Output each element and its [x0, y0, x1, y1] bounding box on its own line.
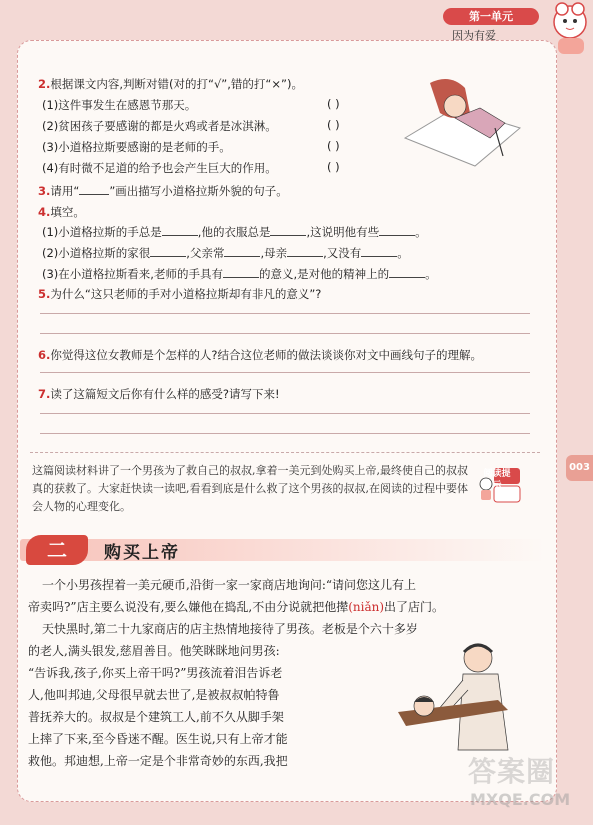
- question-2: 2.根据课文内容,判断对错(对的打“√”,错的打“×”)。: [38, 77, 303, 91]
- pinyin-annotation: (niǎn): [348, 600, 385, 614]
- child-drawing-illustration: [395, 68, 533, 168]
- story-line-2: 帝卖吗?”店主要么说没有,要么嫌他在捣乱,不由分说就把他撵(niǎn)出了店门。: [28, 600, 445, 614]
- watermark-url: MXQE.COM: [470, 790, 571, 809]
- reading-tip: 这篇阅读材料讲了一个男孩为了救自己的叔叔,拿着一美元到处购买上帝,最终使自己的叔叔真的获救了。大家赶快读一读吧,看看到底是什么救了这个男孩的叔叔,在阅读的过程中要体会人物的心理变化。: [32, 464, 468, 513]
- section-title: 购买上帝: [104, 543, 180, 563]
- answer-paren[interactable]: ( ): [327, 160, 340, 174]
- q2-item-1: (1)这件事发生在感恩节那天。: [42, 98, 197, 112]
- story-line-6: 人,他叫邦迪,父母很早就去世了,是被叔叔帕特鲁: [28, 688, 280, 702]
- section-header: [20, 535, 545, 565]
- answer-paren[interactable]: ( ): [327, 139, 340, 153]
- q4-line-2: (2)小道格拉斯的家很 ,父亲常 ,母亲 ,又没有 。: [42, 246, 409, 260]
- answer-paren[interactable]: ( ): [327, 118, 340, 132]
- q4-line-1: (1)小道格拉斯的手总是 ,他的衣服总是 ,这说明他有些 。: [42, 225, 427, 239]
- answer-paren[interactable]: ( ): [327, 97, 340, 111]
- answer-line[interactable]: [40, 313, 530, 314]
- divider: [30, 452, 540, 453]
- section-bar: [20, 539, 545, 561]
- answer-line[interactable]: [40, 372, 530, 373]
- question-6: 6.你觉得这位女教师是个怎样的人?结合这位老师的做法谈谈你对文中画线句子的理解。: [38, 348, 482, 362]
- mascot-icon: [540, 0, 593, 56]
- question-3: 3.请用“ ”画出描写小道格拉斯外貌的句子。: [38, 184, 288, 198]
- q2-item-3: (3)小道格拉斯要感谢的是老师的手。: [42, 140, 231, 154]
- lesson-title: 因为有爱: [452, 29, 496, 42]
- story-line-5: “告诉我,孩子,你买上帝干吗?”男孩流着泪告诉老: [28, 666, 283, 680]
- question-5: 5.为什么“这只老师的手对小道格拉斯却有非凡的意义”?: [38, 287, 322, 301]
- reading-tip-label: 阅读提示: [483, 469, 511, 491]
- story-line-8: 上摔了下来,至今昏迷不醒。医生说,只有上帝才能: [28, 732, 288, 746]
- answer-line[interactable]: [40, 433, 530, 434]
- shopkeeper-illustration: [398, 640, 546, 760]
- page-number-tab: 003: [566, 455, 593, 481]
- story-line-7: 普抚养大的。叔叔是个建筑工人,前不久从脚手架: [28, 710, 284, 724]
- question-4: 4.填空。: [38, 205, 85, 219]
- answer-line[interactable]: [40, 333, 530, 334]
- section-number: 二: [26, 535, 88, 565]
- watermark: 答案圈: [468, 755, 556, 788]
- q2-item-2: (2)贫困孩子要感谢的都是火鸡或者是冰淇淋。: [42, 119, 277, 133]
- story-line-1: 一个小男孩捏着一美元硬币,沿街一家一家商店地询问:“请问您这儿有上: [42, 578, 416, 592]
- question-7: 7.读了这篇短文后你有什么样的感受?请写下来!: [38, 387, 280, 401]
- unit-badge: 第一单元: [443, 8, 539, 25]
- story-line-9: 救他。邦迪想,上帝一定是个非常奇妙的东西,我把: [28, 754, 288, 768]
- q2-item-4: (4)有时微不足道的给予也会产生巨大的作用。: [42, 161, 277, 175]
- story-line-3: 天快黑时,第二十九家商店的店主热情地接待了男孩。老板是个六十多岁: [42, 622, 418, 636]
- q4-line-3: (3)在小道格拉斯看来,老师的手具有 的意义,是对他的精神上的 。: [42, 267, 437, 281]
- answer-line[interactable]: [40, 413, 530, 414]
- story-line-4: 的老人,满头银发,慈眉善目。他笑眯眯地问男孩:: [28, 644, 280, 658]
